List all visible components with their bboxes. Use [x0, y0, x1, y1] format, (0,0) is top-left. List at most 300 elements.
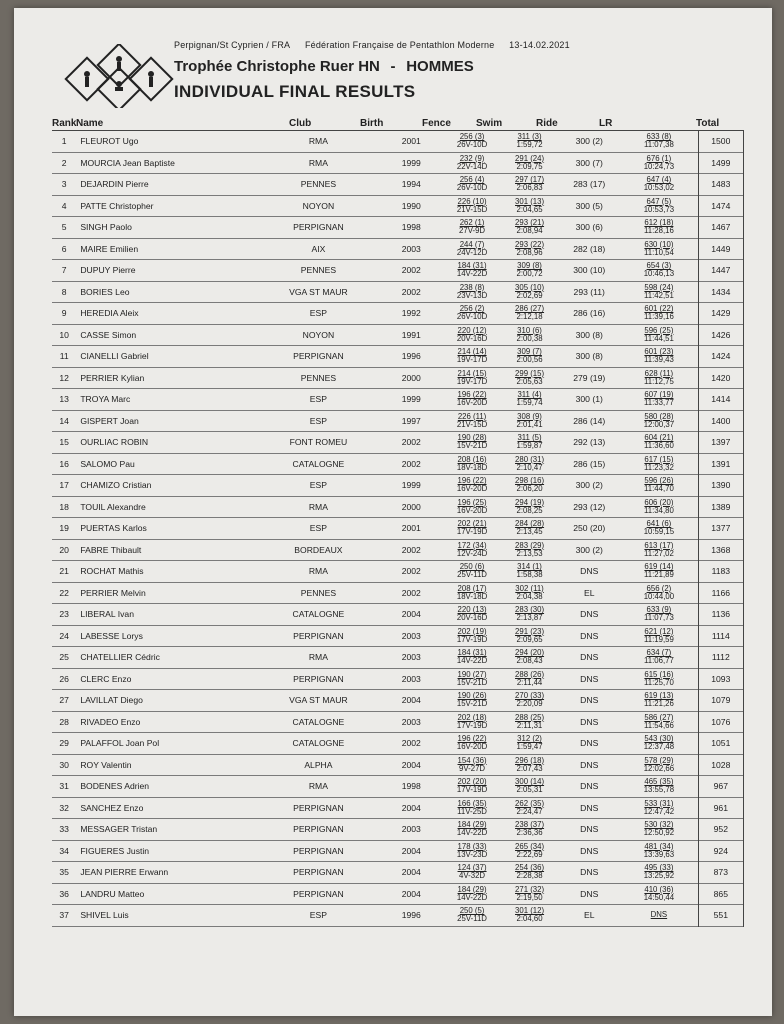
swim-points: 311 (4) [517, 390, 542, 400]
fence-cell [443, 905, 500, 927]
fence-points: 208 (16) [457, 454, 487, 464]
lr-time: 11:44,70 [644, 484, 674, 494]
fence-record: 15V-21D [456, 677, 488, 687]
table-row [52, 840, 744, 862]
table-row [52, 195, 744, 217]
swim-time: 2:09,65 [516, 634, 543, 644]
lr-cell [620, 883, 698, 905]
lr-time: 13:25,92 [643, 871, 675, 881]
swim-time: 2:04,60 [516, 914, 543, 924]
lr-cell [620, 217, 698, 239]
swim-time: 2:13,45 [516, 527, 543, 537]
name-cell: DEJARDIN Pierre [80, 179, 149, 190]
rank-cell: 1 [61, 136, 67, 147]
rank-cell: 18 [59, 501, 69, 512]
swim-cell [501, 668, 558, 690]
lr-time: 11:39,16 [644, 312, 674, 322]
total-cell: 1166 [698, 582, 743, 604]
lr-cell [620, 131, 698, 153]
swim-points: 299 (15) [515, 368, 545, 378]
club-cell: FONT ROMEU [289, 437, 348, 448]
table-row [52, 754, 744, 776]
total-cell: 1391 [698, 453, 743, 475]
fence-cell [443, 346, 500, 368]
ride-cell: DNS [580, 781, 599, 792]
fence-cell [443, 281, 500, 303]
club-cell: PERPIGNAN [293, 824, 344, 835]
total-cell: 1183 [698, 561, 743, 583]
birth-cell: 2004 [401, 845, 421, 856]
fence-points: 184 (31) [457, 648, 487, 658]
birth-cell: 1998 [401, 781, 421, 792]
club-cell: PERPIGNAN [293, 802, 344, 813]
rank-cell: 11 [59, 351, 69, 362]
lr-cell [620, 518, 698, 540]
fence-cell [443, 238, 500, 260]
birth-cell: 1996 [401, 351, 421, 362]
table-row [52, 453, 744, 475]
fence-record: 20V-16D [456, 333, 488, 343]
lr-points: 656 (2) [646, 583, 672, 593]
swim-time: 2:05,63 [516, 376, 543, 386]
rank-cell: 34 [59, 845, 69, 856]
club-cell: ESP [309, 480, 327, 491]
col-fence-header: Fence [422, 118, 451, 129]
table-row [52, 625, 744, 647]
swim-time: 2:00,72 [516, 269, 543, 279]
swim-cell [501, 711, 558, 733]
total-cell: 1028 [698, 754, 743, 776]
name-cell: CASSE Simon [80, 329, 137, 340]
lr-points: 641 (6) [646, 519, 672, 529]
fence-points: 220 (13) [457, 605, 487, 615]
swim-time: 1:59,47 [516, 742, 543, 752]
fence-cell [443, 410, 500, 432]
total-cell: 1400 [698, 410, 743, 432]
birth-cell: 2004 [401, 802, 421, 813]
pentathlon-logo-icon [64, 44, 174, 108]
fence-points: 226 (10) [457, 196, 487, 206]
lr-time: 14:50,44 [643, 892, 675, 902]
swim-time: 2:06,83 [516, 183, 543, 193]
fence-cell [443, 496, 500, 518]
rank-cell: 2 [61, 157, 67, 168]
col-birth-header: Birth [360, 118, 384, 129]
birth-cell: 2002 [401, 458, 421, 469]
event-dates: 13-14.02.2021 [509, 40, 570, 50]
ride-cell: DNS [580, 630, 599, 641]
table-row [52, 260, 744, 282]
table-row [52, 152, 744, 174]
fence-cell [443, 217, 500, 239]
fence-points: 202 (21) [457, 519, 487, 529]
table-row [52, 389, 744, 411]
name-cell: RIVADEO Enzo [80, 716, 141, 727]
total-cell: 1424 [698, 346, 743, 368]
fence-cell [443, 367, 500, 389]
lr-points: 676 (1) [646, 153, 672, 163]
fence-cell [443, 711, 500, 733]
swim-points: 286 (27) [515, 304, 545, 314]
fence-points: 256 (2) [459, 304, 485, 314]
lr-time: 11:21,26 [644, 699, 674, 709]
birth-cell: 2003 [401, 716, 421, 727]
swim-time: 2:08,43 [516, 656, 543, 666]
club-cell: NOYON [302, 200, 335, 211]
table-row [52, 776, 744, 798]
birth-cell: 2000 [401, 372, 421, 383]
total-cell: 1093 [698, 668, 743, 690]
swim-cell [501, 475, 558, 497]
name-cell: MAIRE Emilien [80, 243, 139, 254]
fence-cell [443, 260, 500, 282]
ride-cell: 250 (20) [573, 523, 606, 534]
rank-cell: 30 [59, 759, 69, 770]
fence-points: 256 (4) [459, 175, 485, 185]
swim-time: 2:22,69 [516, 849, 543, 859]
rank-cell: 32 [59, 802, 69, 813]
swim-cell [501, 604, 558, 626]
rank-cell: 20 [59, 544, 69, 555]
name-cell: LANDRU Matteo [80, 888, 145, 899]
swim-cell [501, 174, 558, 196]
fence-points: 184 (29) [457, 884, 487, 894]
fence-cell [443, 453, 500, 475]
table-row [52, 690, 744, 712]
ride-cell: DNS [580, 695, 599, 706]
fence-record: 17V-19D [456, 634, 488, 644]
fence-record: 17V-19D [456, 785, 488, 795]
swim-cell [501, 518, 558, 540]
table-row [52, 324, 744, 346]
swim-time: 2:05,31 [516, 785, 543, 795]
fence-cell [443, 432, 500, 454]
rank-cell: 8 [61, 286, 67, 297]
header-meta [174, 40, 582, 50]
fence-record: 26V-10D [456, 183, 488, 193]
ride-cell: DNS [580, 738, 599, 749]
total-cell: 1434 [698, 281, 743, 303]
fence-cell [443, 561, 500, 583]
swim-time: 1:59,72 [516, 140, 543, 150]
fence-points: 172 (34) [457, 540, 487, 550]
rank-cell: 9 [61, 308, 67, 319]
rank-cell: 29 [59, 738, 69, 749]
col-rank-header: Rank [52, 118, 77, 129]
ride-cell: 286 (16) [573, 308, 606, 319]
name-cell: BORIES Leo [80, 286, 130, 297]
table-row [52, 217, 744, 239]
club-cell: ESP [309, 523, 327, 534]
swim-time: 2:01,41 [516, 419, 543, 429]
birth-cell: 2001 [401, 523, 421, 534]
swim-time: 2:12,18 [516, 312, 543, 322]
lr-points: 615 (16) [644, 669, 674, 679]
swim-points: 262 (35) [515, 798, 545, 808]
club-cell: VGA ST MAUR [289, 286, 348, 297]
rank-cell: 26 [59, 673, 69, 684]
swim-points: 291 (23) [515, 626, 545, 636]
lr-cell [620, 238, 698, 260]
club-cell: RMA [308, 781, 328, 792]
total-cell: 1500 [698, 131, 743, 153]
swim-points: 305 (10) [515, 282, 545, 292]
table-row [52, 647, 744, 669]
swim-time: 2:08,25 [516, 505, 543, 515]
rank-cell: 13 [59, 394, 69, 405]
name-cell: JEAN PIERRE Erwann [80, 867, 169, 878]
fence-cell [443, 776, 500, 798]
birth-cell: 1994 [401, 179, 421, 190]
swim-cell [501, 797, 558, 819]
lr-cell [620, 195, 698, 217]
fence-cell [443, 131, 500, 153]
lr-points: 613 (17) [644, 540, 674, 550]
birth-cell: 2002 [401, 587, 421, 598]
lr-time: 11:27,02 [644, 548, 674, 558]
fence-cell [443, 539, 500, 561]
fence-record: 21V-15D [456, 419, 488, 429]
swim-cell [501, 432, 558, 454]
birth-cell: 1999 [401, 157, 421, 168]
ride-cell: 300 (8) [575, 351, 603, 362]
col-name-header: Name [76, 118, 104, 129]
club-cell: PERPIGNAN [293, 867, 344, 878]
swim-points: 302 (11) [515, 583, 544, 593]
club-cell: RMA [308, 652, 328, 663]
lr-points: 530 (32) [644, 820, 674, 830]
name-cell: LIBERAL Ivan [80, 609, 134, 620]
fence-record: 17V-19D [456, 527, 488, 537]
ride-cell: 286 (14) [573, 415, 606, 426]
lr-cell [620, 776, 698, 798]
fence-cell [443, 303, 500, 325]
club-cell: CATALOGNE [292, 716, 345, 727]
club-cell: PENNES [300, 587, 337, 598]
ride-cell: 282 (18) [573, 243, 606, 254]
swim-cell [501, 260, 558, 282]
total-cell: 1474 [698, 195, 743, 217]
swim-time: 2:04,65 [516, 204, 543, 214]
total-cell: 1079 [698, 690, 743, 712]
swim-cell [501, 733, 558, 755]
swim-time: 1:59,74 [516, 398, 543, 408]
lr-points: 604 (21) [644, 433, 674, 443]
col-lr-header: LR [599, 118, 613, 129]
rank-cell: 24 [59, 630, 69, 641]
total-cell: 865 [698, 883, 743, 905]
fence-points: 124 (37) [457, 863, 487, 873]
name-cell: LABESSE Lorys [80, 630, 143, 641]
swim-points: 283 (29) [515, 540, 545, 550]
fence-record: 16V-20D [456, 398, 488, 408]
birth-cell: 2003 [401, 630, 421, 641]
fence-points: 190 (26) [457, 691, 487, 701]
swim-points: 288 (25) [515, 712, 545, 722]
rank-cell: 33 [59, 824, 69, 835]
lr-points: 607 (19) [644, 390, 674, 400]
fence-record: 15V-21D [456, 441, 488, 451]
lr-cell [620, 260, 698, 282]
ride-cell: DNS [580, 802, 599, 813]
swim-points: 265 (34) [515, 841, 545, 851]
birth-cell: 2004 [401, 867, 421, 878]
fence-cell [443, 324, 500, 346]
fence-cell [443, 840, 500, 862]
club-cell: NOYON [302, 329, 335, 340]
fence-cell [443, 668, 500, 690]
lr-time: 11:28,16 [644, 226, 674, 236]
club-cell: PERPIGNAN [293, 351, 344, 362]
fence-points: 184 (31) [457, 261, 487, 271]
club-cell: RMA [308, 136, 328, 147]
birth-cell: 2002 [401, 566, 421, 577]
total-cell: 1136 [698, 604, 743, 626]
lr-time: 10:53,73 [643, 204, 675, 214]
col-ride-header: Ride [536, 118, 558, 129]
swim-time: 2:09,75 [516, 161, 543, 171]
total-cell: 1397 [698, 432, 743, 454]
lr-cell [620, 539, 698, 561]
lr-cell [620, 432, 698, 454]
lr-cell [620, 152, 698, 174]
swim-points: 288 (26) [515, 669, 545, 679]
fence-points: 166 (35) [457, 798, 487, 808]
fence-cell [443, 475, 500, 497]
rank-cell: 36 [59, 888, 69, 899]
ride-cell: 283 (17) [573, 179, 606, 190]
name-cell: LAVILLAT Diego [80, 695, 143, 706]
total-cell: 1389 [698, 496, 743, 518]
fence-points: 262 (1) [459, 218, 485, 228]
total-cell: 1368 [698, 539, 743, 561]
fence-points: 226 (11) [457, 411, 487, 421]
rank-cell: 31 [59, 781, 69, 792]
rank-cell: 21 [59, 566, 69, 577]
club-cell: ESP [309, 394, 327, 405]
lr-time: 11:34,80 [644, 505, 674, 515]
name-cell: SANCHEZ Enzo [80, 802, 144, 813]
col-club-header: Club [289, 118, 312, 129]
club-cell: ESP [309, 415, 327, 426]
rank-cell: 23 [59, 609, 69, 620]
ride-cell: 286 (15) [573, 458, 606, 469]
event-title [174, 58, 474, 75]
swim-cell [501, 625, 558, 647]
lr-time: 12:02,66 [643, 763, 675, 773]
ride-cell: 279 (19) [573, 372, 606, 383]
swim-points: 296 (18) [515, 755, 545, 765]
birth-cell: 2002 [401, 738, 421, 749]
name-cell: ROY Valentin [80, 759, 132, 770]
fence-record: 20V-16D [456, 613, 488, 623]
swim-cell [501, 840, 558, 862]
swim-time: 2:36,36 [516, 828, 543, 838]
total-cell: 1467 [698, 217, 743, 239]
swim-points: 308 (9) [517, 411, 542, 421]
fence-points: 250 (6) [459, 562, 485, 572]
total-cell: 1499 [698, 152, 743, 174]
name-cell: TOUIL Alexandre [80, 501, 146, 512]
swim-time: 2:10,47 [516, 462, 543, 472]
fence-cell [443, 862, 500, 884]
fence-cell [443, 152, 500, 174]
rank-cell: 17 [59, 480, 69, 491]
lr-cell [620, 475, 698, 497]
fence-cell [443, 174, 500, 196]
ride-cell: 300 (7) [575, 157, 603, 168]
swim-points: 300 (14) [515, 777, 545, 787]
fence-points: 208 (17) [457, 583, 487, 593]
swim-cell [501, 195, 558, 217]
name-cell: DUPUY Pierre [80, 265, 136, 276]
swim-points: 270 (33) [515, 691, 545, 701]
lr-points: 533 (31) [644, 798, 674, 808]
fence-record: 18V-18D [456, 462, 488, 472]
fence-cell [443, 733, 500, 755]
lr-cell [620, 905, 698, 927]
fence-record: 16V-20D [456, 484, 488, 494]
fence-record: 19V-17D [456, 355, 488, 365]
swim-cell [501, 303, 558, 325]
lr-cell [620, 668, 698, 690]
birth-cell: 2003 [401, 824, 421, 835]
fence-points: 202 (19) [457, 626, 487, 636]
lr-time: 11:39,43 [644, 355, 674, 365]
name-cell: CIANELLI Gabriel [80, 351, 149, 362]
club-cell: CATALOGNE [292, 458, 345, 469]
fence-record: 14V-22D [456, 828, 488, 838]
swim-points: 301 (12) [515, 906, 545, 916]
lr-points: 606 (20) [644, 497, 674, 507]
swim-cell [501, 561, 558, 583]
rank-cell: 12 [59, 372, 69, 383]
swim-cell [501, 690, 558, 712]
name-cell: ROCHAT Mathis [80, 566, 144, 577]
birth-cell: 1990 [401, 200, 421, 211]
fence-record: 11V-25D [457, 806, 487, 816]
total-cell: 1076 [698, 711, 743, 733]
fence-record: 4V-32D [459, 871, 486, 881]
swim-points: 298 (16) [515, 476, 545, 486]
table-row [52, 604, 744, 626]
total-cell: 1390 [698, 475, 743, 497]
club-cell: PERPIGNAN [293, 845, 344, 856]
fence-record: 26V-10D [456, 312, 488, 322]
club-cell: PERPIGNAN [293, 222, 344, 233]
lr-points: 481 (34) [644, 841, 674, 851]
fence-record: 25V-11D [457, 570, 487, 580]
fence-cell [443, 754, 500, 776]
birth-cell: 2004 [401, 609, 421, 620]
table-row [52, 582, 744, 604]
lr-cell [620, 582, 698, 604]
ride-cell: DNS [580, 673, 599, 684]
swim-time: 2:08,96 [516, 247, 543, 257]
swim-cell [501, 367, 558, 389]
rank-cell: 19 [59, 523, 69, 534]
fence-points: 202 (18) [457, 712, 487, 722]
rank-cell: 7 [61, 265, 67, 276]
swim-time: 2:04,38 [516, 591, 543, 601]
rank-cell: 6 [61, 243, 67, 254]
swim-points: 271 (32) [515, 884, 545, 894]
ride-cell: EL [583, 910, 595, 921]
table-row [52, 883, 744, 905]
lr-cell [620, 561, 698, 583]
lr-points: 601 (23) [644, 347, 674, 357]
lr-cell [620, 733, 698, 755]
